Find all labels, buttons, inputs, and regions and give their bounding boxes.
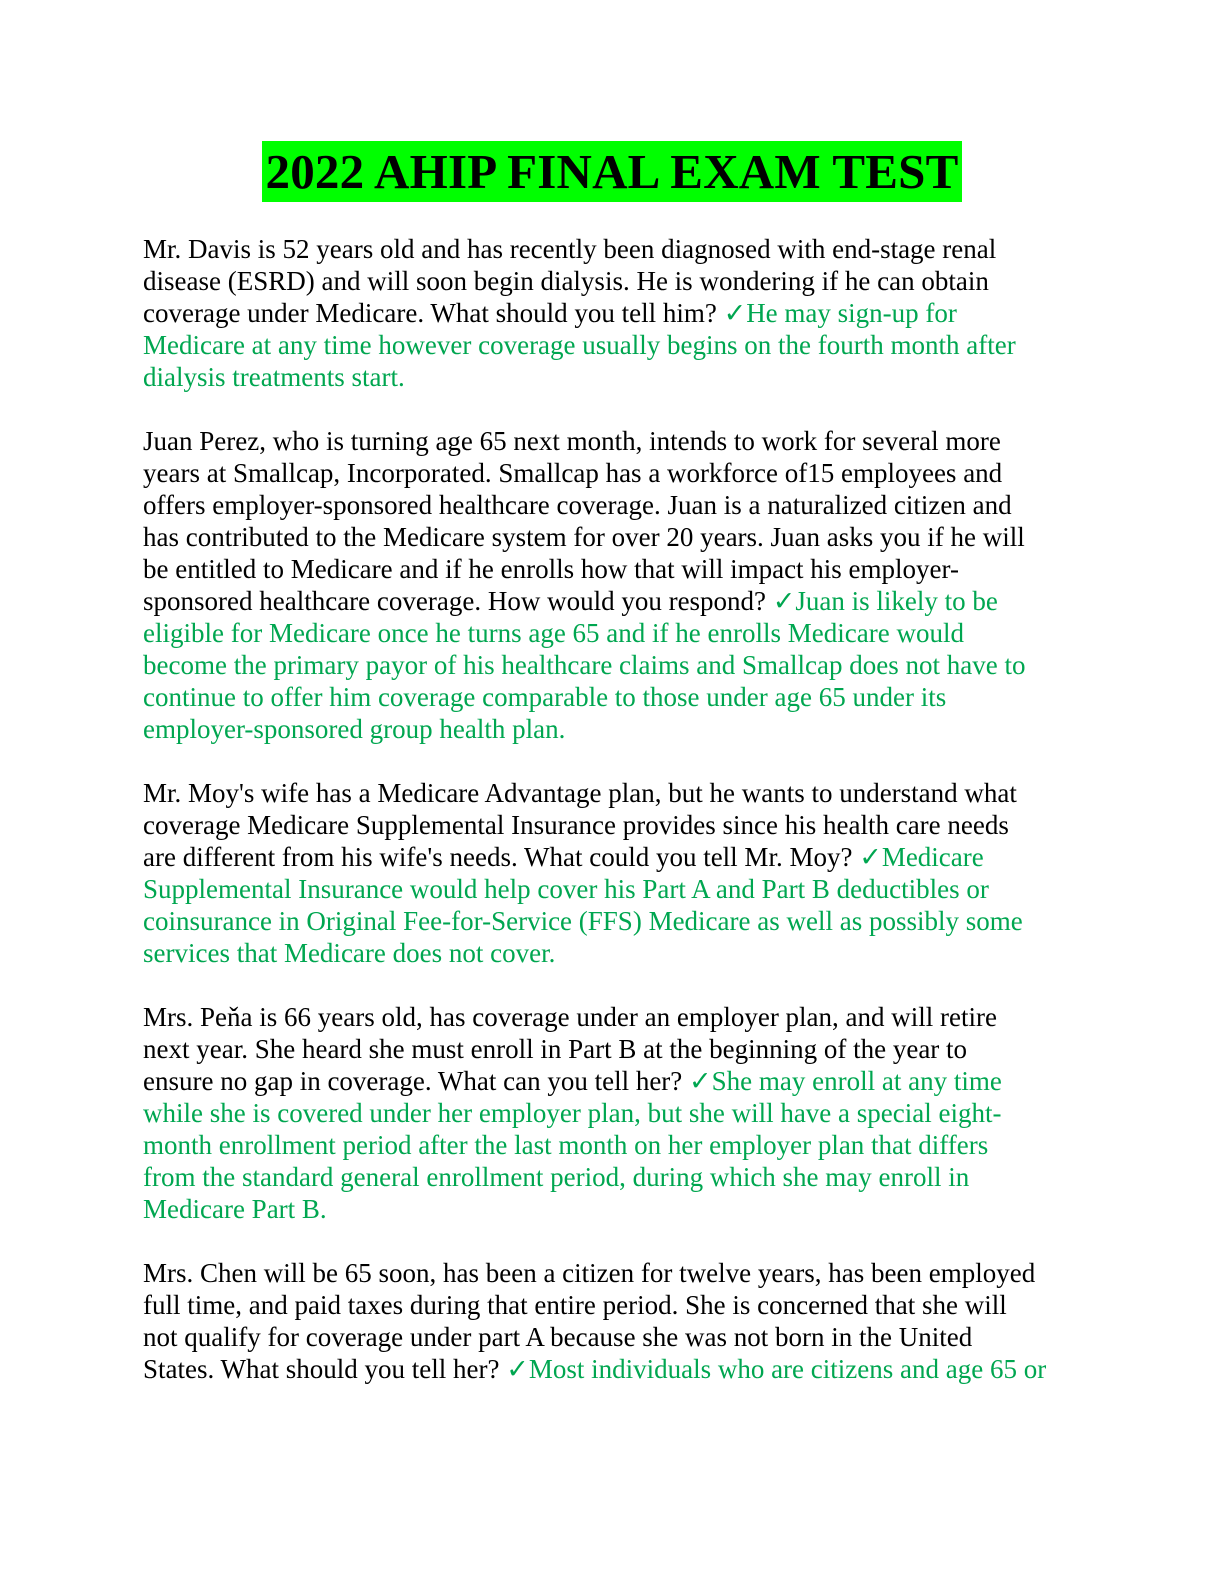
qa-line <box>143 937 1078 969</box>
qa-line <box>143 457 1078 489</box>
qa-line <box>143 1321 1078 1353</box>
answer-text: while she is covered under her employer plan, but she will have a special eight- <box>143 1098 1002 1128</box>
qa-line <box>143 1097 1078 1129</box>
question-text: coverage under Medicare. What should you tell him? <box>143 298 724 328</box>
qa-line <box>143 873 1078 905</box>
qa-line <box>143 1065 1078 1097</box>
checkmark-icon: ✓ <box>859 842 882 872</box>
qa-line <box>143 489 1078 521</box>
qa-line <box>143 1257 1078 1289</box>
answer-text: Supplemental Insurance would help cover his Part A and Part B deductibles or <box>143 874 989 904</box>
answer-text: from the standard general enrollment period, during which she may enroll in <box>143 1162 970 1192</box>
qa-line <box>143 265 1078 297</box>
question-text: ensure no gap in coverage. What can you tell her? <box>143 1066 690 1096</box>
answer-text: services that Medicare does not cover. <box>143 938 556 968</box>
answer-text: Medicare at any time however coverage usually begins on the fourth month after <box>143 330 1016 360</box>
qa-line <box>143 809 1078 841</box>
question-text: not qualify for coverage under part A because she was not born in the United <box>143 1322 973 1352</box>
question-text: disease (ESRD) and will soon begin dialysis. He is wondering if he can obtain <box>143 266 989 296</box>
qa-line <box>143 1161 1078 1193</box>
qa-line <box>143 553 1078 585</box>
answer-text: continue to offer him coverage comparable to those under age 65 under its <box>143 682 947 712</box>
qa-line <box>143 841 1078 873</box>
qa-line <box>143 681 1078 713</box>
question-text: coverage Medicare Supplemental Insurance provides since his health care needs <box>143 810 1009 840</box>
question-text: Mrs. Chen will be 65 soon, has been a citizen for twelve years, has been employed <box>143 1258 1036 1288</box>
qa-line <box>143 329 1078 361</box>
answer-text: Juan is likely to be <box>795 586 998 616</box>
answer-text: coinsurance in Original Fee-for-Service (FFS) Medicare as well as possibly some <box>143 906 1023 936</box>
qa-item <box>143 425 1078 745</box>
question-text: States. What should you tell her? <box>143 1354 507 1384</box>
checkmark-icon: ✓ <box>506 1354 529 1384</box>
qa-line <box>143 1129 1078 1161</box>
question-text: years at Smallcap, Incorporated. Smallcap has a workforce of15 employees and <box>143 458 1003 488</box>
qa-line <box>143 713 1078 745</box>
qa-line <box>143 585 1078 617</box>
answer-text: become the primary payor of his healthcare claims and Smallcap does not have to <box>143 650 1026 680</box>
qa-line <box>143 1001 1078 1033</box>
qa-item <box>143 233 1078 393</box>
answer-text: employer-sponsored group health plan. <box>143 714 566 744</box>
question-text: are different from his wife's needs. What could you tell Mr. Moy? <box>143 842 860 872</box>
qa-item <box>143 1001 1078 1225</box>
qa-line <box>143 617 1078 649</box>
question-text: sponsored healthcare coverage. How would you respond? <box>143 586 773 616</box>
qa-line <box>143 297 1078 329</box>
answer-text: She may enroll at any time <box>711 1066 1002 1096</box>
checkmark-icon: ✓ <box>772 586 796 616</box>
qa-content <box>143 233 1078 1417</box>
answer-text: eligible for Medicare once he turns age 65 and if he enrolls Medicare would <box>143 618 964 648</box>
question-text: Mr. Moy's wife has a Medicare Advantage plan, but he wants to understand what <box>143 778 1017 808</box>
question-text: be entitled to Medicare and if he enrolls how that will impact his employer- <box>143 554 959 584</box>
answer-text: Most individuals who are citizens and age 65 or <box>528 1354 1047 1384</box>
question-text: next year. She heard she must enroll in Part B at the beginning of the year to <box>143 1034 968 1064</box>
qa-line <box>143 425 1078 457</box>
qa-line <box>143 1033 1078 1065</box>
answer-text: Medicare <box>881 842 984 872</box>
question-text: full time, and paid taxes during that entire period. She is concerned that she will <box>143 1290 1007 1320</box>
answer-text: dialysis treatments start. <box>143 362 405 392</box>
qa-line <box>143 521 1078 553</box>
document-title: 2022 AHIP FINAL EXAM TEST <box>262 141 963 202</box>
question-text: Juan Perez, who is turning age 65 next month, intends to work for several more <box>143 426 1001 456</box>
answer-text: Medicare Part B. <box>143 1194 327 1224</box>
qa-line <box>143 777 1078 809</box>
qa-item <box>143 777 1078 969</box>
qa-line <box>143 233 1078 265</box>
checkmark-icon: ✓ <box>689 1066 712 1096</box>
question-text: Mrs. Peňa is 66 years old, has coverage under an employer plan, and will retire <box>143 1002 997 1032</box>
checkmark-icon: ✓ <box>723 298 747 328</box>
question-text: offers employer-sponsored healthcare coverage. Juan is a naturalized citizen and <box>143 490 1012 520</box>
qa-line <box>143 905 1078 937</box>
qa-item <box>143 1257 1078 1385</box>
qa-line <box>143 1193 1078 1225</box>
answer-text: month enrollment period after the last month on her employer plan that differs <box>143 1130 989 1160</box>
answer-text: He may sign-up for <box>746 298 957 328</box>
title-container <box>0 141 1224 202</box>
question-text: Mr. Davis is 52 years old and has recently been diagnosed with end-stage renal <box>143 234 997 264</box>
qa-line <box>143 649 1078 681</box>
question-text: has contributed to the Medicare system for over 20 years. Juan asks you if he will <box>143 522 1025 552</box>
qa-line <box>143 1353 1078 1385</box>
qa-line <box>143 1289 1078 1321</box>
qa-line <box>143 361 1078 393</box>
